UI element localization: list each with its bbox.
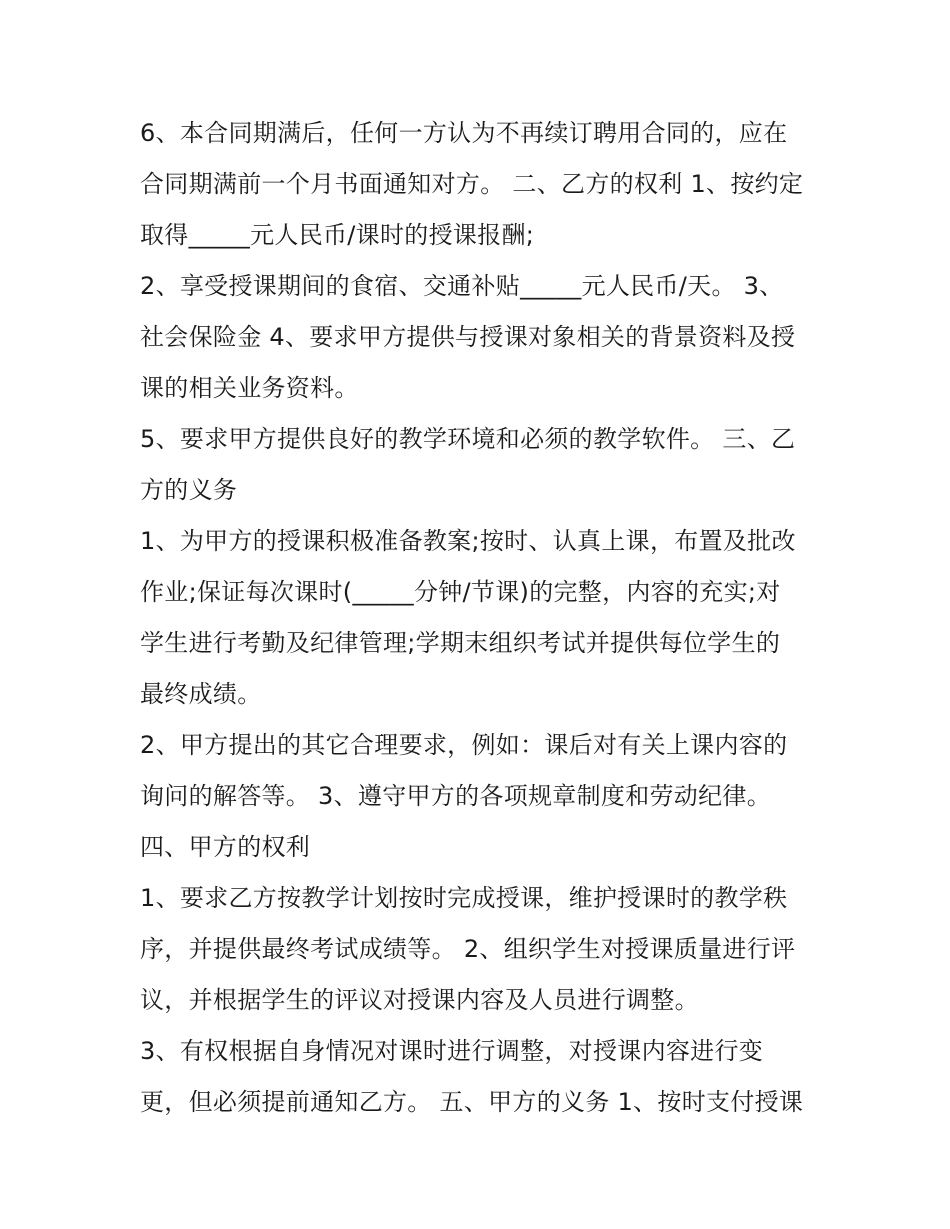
text-line: 3、有权根据自身情况对课时进行调整，对授课内容进行变: [140, 1037, 764, 1065]
text-line: 取得_____元人民币/课时的授课报酬;: [140, 221, 535, 249]
text-line: 2、甲方提出的其它合理要求，例如：课后对有关上课内容的: [140, 731, 788, 759]
text-line: 最终成绩。: [140, 680, 262, 708]
text-line: 作业;保证每次课时(_____分钟/节课)的完整，内容的充实;对: [140, 578, 781, 606]
text-line: 1、要求乙方按教学计划按时完成授课，维护授课时的教学秩: [140, 884, 788, 912]
text-line: 社会保险金 4、要求甲方提供与授课对象相关的背景资料及授: [140, 323, 796, 351]
text-line: 2、享受授课期间的食宿、交通补贴_____元人民币/天。 3、: [140, 272, 784, 300]
contract-text: [140, 108, 820, 1128]
text-line: 5、要求甲方提供良好的教学环境和必须的教学软件。 三、乙: [140, 425, 796, 453]
text-line: 更，但必须提前通知乙方。 五、甲方的义务 1、按时支付授课: [140, 1088, 804, 1116]
text-line: 四、甲方的权利: [140, 833, 311, 861]
text-line: 1、为甲方的授课积极准备教案;按时、认真上课，布置及批改: [140, 527, 796, 555]
text-line: 议，并根据学生的评议对授课内容及人员进行调整。: [140, 986, 699, 1014]
text-line: 询问的解答等。 3、遵守甲方的各项规章制度和劳动纪律。: [140, 782, 771, 810]
text-line: 方的义务: [140, 476, 238, 504]
text-line: 序，并提供最终考试成绩等。 2、组织学生对授课质量进行评: [140, 935, 796, 963]
text-line: 合同期满前一个月书面通知对方。 二、乙方的权利 1、按约定: [140, 170, 804, 198]
text-line: 学生进行考勤及纪律管理;学期末组织考试并提供每位学生的: [140, 629, 781, 657]
text-line: 课的相关业务资料。: [140, 374, 359, 402]
text-line: 6、本合同期满后，任何一方认为不再续订聘用合同的，应在: [140, 119, 788, 147]
